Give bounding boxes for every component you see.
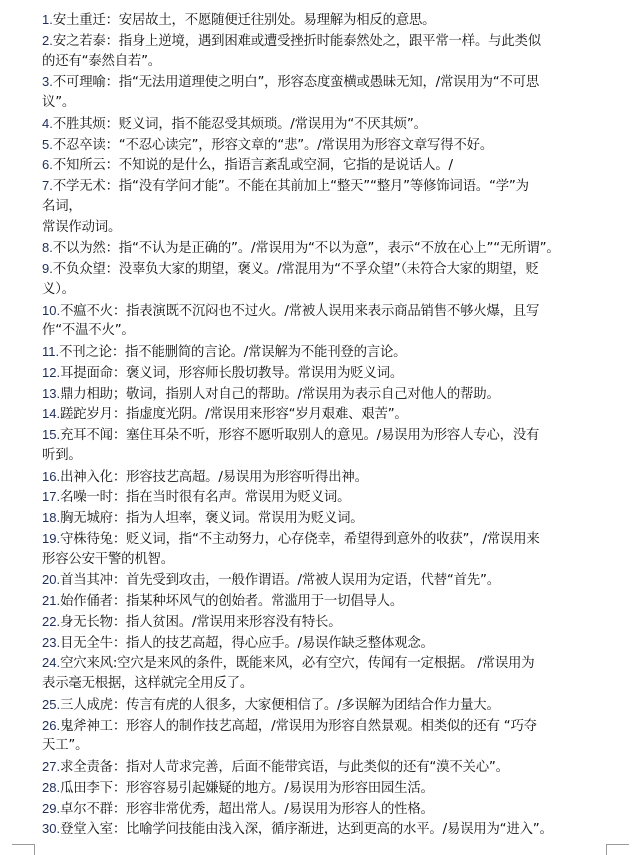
text-line (42, 363, 622, 384)
entry-number: 13. (42, 385, 61, 401)
text-line (42, 238, 622, 259)
entry-text: 不以为然：指“不认为是正确的”。/常误用为“不以为意”，表示“不放在心上”“无所谓”。 (52, 241, 560, 257)
entry-text: 鬼斧神工：形容人的制作技艺高超，/常误用为形容自然景观。相类似的还有 “巧夺 (60, 718, 537, 734)
entry-number: 3. (42, 74, 53, 90)
entry-number: 1. (42, 12, 53, 27)
entry-text: 常误作动词。 (42, 219, 122, 235)
idiom-entry (42, 591, 622, 612)
text-line (42, 529, 622, 550)
entry-text: 出神入化：形容技艺高超。/易误用为形容听得出神。 (60, 469, 368, 485)
entry-text: 作“不温不火”。 (42, 323, 135, 339)
text-line (42, 31, 622, 52)
text-line (42, 218, 622, 239)
text-line (42, 114, 622, 135)
entry-text: 登堂入室：比喻学问技能由浅入深，循序渐进，达到更高的水平。/易误用为“进入”。 (60, 822, 553, 838)
entry-number: 6. (42, 157, 53, 173)
entry-number: 7. (42, 178, 53, 193)
idiom-entry (42, 425, 622, 467)
text-line (42, 197, 622, 218)
entry-number: 9. (42, 261, 53, 276)
entry-text: 守株待兔：贬义词，指“不主动努力，心存侥幸，希望得到意外的收获”，/常误用来 (60, 531, 540, 547)
entry-number: 28. (42, 779, 61, 795)
entry-text: 名词， (42, 198, 82, 214)
idiom-entry (42, 467, 622, 488)
entry-number: 25. (42, 696, 61, 712)
idiom-entry (42, 114, 622, 135)
entry-number: 5. (42, 136, 53, 152)
text-line (42, 342, 622, 363)
text-line (42, 653, 622, 674)
entry-number: 27. (42, 759, 61, 774)
entry-text: 不瘟不火：指表演既不沉闷也不过火。/常被人误用来表示商品销售不够火爆，且写 (60, 303, 540, 319)
entry-number: 30. (42, 821, 61, 837)
entry-text: 蹉跎岁月：指虚度光阴。/常误用来形容“岁月艰难、艰苦”。 (60, 407, 408, 423)
entry-number: 14. (42, 406, 61, 422)
entry-number: 11. (42, 344, 60, 359)
idiom-entry (42, 384, 622, 405)
text-line (42, 72, 622, 93)
text-line (42, 674, 622, 695)
entry-text: 天工”。 (42, 738, 89, 754)
entry-text: 名噪一时：指在当时很有名声。常误用为贬义词。 (60, 490, 351, 506)
idiom-entry (42, 10, 622, 31)
entry-text: 表示毫无根据，这样就完全用反了。 (42, 676, 254, 691)
entry-text: 充耳不闻：塞住耳朵不听，形容不愿听取别人的意见。/易误用为形容人专心，没有 (60, 428, 540, 443)
idiom-entry (42, 778, 622, 799)
entry-text: 身无长物：指人贫困。/常误用来形容没有特长。 (60, 614, 342, 630)
entry-number: 10. (42, 302, 61, 318)
entry-number: 19. (42, 530, 61, 546)
entry-text: 不可理喻：指“无法用道理使之明白”，形容态度蛮横或愚昧无知，/常误用为“不可思 (52, 75, 540, 91)
entry-text: 议”。 (42, 95, 76, 110)
entry-text: 不忍卒读：“不忍心读完”，形容文章的“悲”。/常误用为形容文章写得不好。 (52, 137, 494, 153)
idiom-entry (42, 612, 622, 633)
entry-number: 8. (42, 240, 53, 256)
entry-text: 胸无城府：指为人坦率，褒义词。常误用为贬义词。 (60, 511, 364, 526)
text-line (42, 508, 622, 529)
idiom-entry (42, 653, 622, 695)
idiom-entry (42, 529, 622, 571)
entry-text: 不学无术：指“没有学问才能”。不能在其前加上“整天”“整月”等修饰词语。“学”为 (52, 179, 529, 194)
entry-number: 17. (42, 489, 61, 505)
idiom-entry (42, 363, 622, 384)
text-line (42, 135, 622, 156)
idiom-entry (42, 716, 622, 758)
entry-number: 29. (42, 800, 61, 816)
text-line (42, 446, 622, 467)
idiom-entry (42, 487, 622, 508)
text-line (42, 404, 622, 425)
entry-text: 鼎力相助；敬词，指别人对自己的帮助。/常误用为表示自己对他人的帮助。 (60, 386, 500, 402)
text-line (42, 716, 622, 737)
entry-text: 的还有“泰然自若”。 (42, 53, 161, 69)
text-line (42, 570, 622, 591)
idiom-entry (42, 155, 622, 176)
text-line (42, 799, 622, 820)
entry-number: 21. (42, 593, 61, 608)
text-line (42, 93, 622, 114)
entry-number: 26. (42, 717, 61, 733)
entry-text: 听到。 (42, 447, 82, 463)
entry-text: 安土重迁：安居故土，不愿随便迁往别处。易理解为相反的意思。 (52, 13, 436, 28)
text-line (42, 591, 622, 612)
idiom-entry (42, 757, 622, 778)
idiom-list (42, 10, 622, 840)
text-line (42, 280, 622, 301)
idiom-entry (42, 508, 622, 529)
idiom-entry (42, 570, 622, 591)
entry-number: 23. (42, 634, 61, 650)
entry-text: 形容公安干警的机智。 (42, 551, 174, 567)
text-line (42, 259, 622, 280)
entry-text: 首当其冲：首先受到攻击，一般作谓语。/常被人误用为定语，代替“首先”。 (60, 573, 500, 589)
text-line (42, 155, 622, 176)
entry-text: 空穴来风:空穴是来风的条件，既能来风，必有空穴，传闻有一定根据。 /常误用为 (60, 656, 535, 672)
entry-text: 不负众望：没辜负大家的期望，褒义。/常混用为“不孚众望”（未符合大家的期望，贬 (52, 262, 539, 277)
idiom-entry (42, 176, 622, 238)
text-line (42, 757, 622, 778)
entry-text: 不知所云：不知说的是什么，指语言紊乱或空洞，它指的是说话人。/ (52, 158, 453, 174)
entry-text: 不胜其烦：贬义词，指不能忍受其烦琐。/常误用为“不厌其烦”。 (52, 116, 427, 132)
text-line (42, 467, 622, 488)
entry-number: 20. (42, 572, 61, 588)
idiom-entry (42, 819, 622, 840)
entry-text: 目无全牛：指人的技艺高超，得心应手。/易误作缺乏整体观念。 (60, 635, 434, 651)
entry-text: 三人成虎：传言有虎的人很多，大家便相信了。/多误解为团结合作力量大。 (60, 697, 500, 713)
idiom-entry (42, 259, 622, 301)
text-line (42, 550, 622, 571)
page-corner-mark-right (606, 844, 629, 855)
idiom-entry (42, 135, 622, 156)
text-line (42, 384, 622, 405)
entry-text: 始作俑者：指某种坏风气的创始者。常滥用于一切倡导人。 (60, 594, 404, 609)
idiom-entry (42, 72, 622, 114)
idiom-entry (42, 342, 622, 363)
entry-text: 耳提面命：褒义词，形容师长殷切教导。常误用为贬义词。 (60, 365, 404, 381)
idiom-entry (42, 695, 622, 716)
entry-text: 义）。 (42, 281, 75, 297)
idiom-entry (42, 633, 622, 654)
text-line (42, 425, 622, 446)
text-line (42, 819, 622, 840)
entry-number: 22. (42, 613, 61, 629)
text-line (42, 10, 622, 31)
text-line (42, 52, 622, 73)
text-line (42, 487, 622, 508)
entry-number: 15. (42, 427, 61, 442)
entry-number: 12. (42, 364, 61, 380)
idiom-entry (42, 799, 622, 820)
entry-text: 求全责备：指对人苛求完善，后面不能带宾语，与此类似的还有“漠不关心”。 (60, 760, 509, 775)
text-line (42, 695, 622, 716)
idiom-entry (42, 31, 622, 73)
entry-text: 瓜田李下：形容容易引起嫌疑的地方。/易误用为形容田园生活。 (60, 780, 434, 796)
text-line (42, 321, 622, 342)
entry-number: 2. (42, 32, 53, 48)
entry-number: 24. (42, 655, 61, 671)
page-corner-mark-left (12, 844, 35, 855)
idiom-entry (42, 404, 622, 425)
text-line (42, 633, 622, 654)
text-line (42, 778, 622, 799)
idiom-entry (42, 238, 622, 259)
idiom-entry (42, 301, 622, 343)
text-line (42, 736, 622, 757)
text-line (42, 612, 622, 633)
entry-text: 安之若泰：指身上逆境，遇到困难或遭受挫折时能泰然处之，跟平常一样。与此类似 (52, 33, 541, 49)
text-line (42, 301, 622, 322)
entry-text: 卓尔不群：形容非常优秀，超出常人。/易误用为形容人的性格。 (60, 801, 434, 817)
entry-number: 4. (42, 115, 53, 131)
text-line (42, 176, 622, 197)
entry-number: 18. (42, 510, 61, 525)
entry-text: 不刊之论：指不能删简的言论。/常误解为不能刊登的言论。 (59, 345, 407, 360)
entry-number: 16. (42, 468, 61, 484)
